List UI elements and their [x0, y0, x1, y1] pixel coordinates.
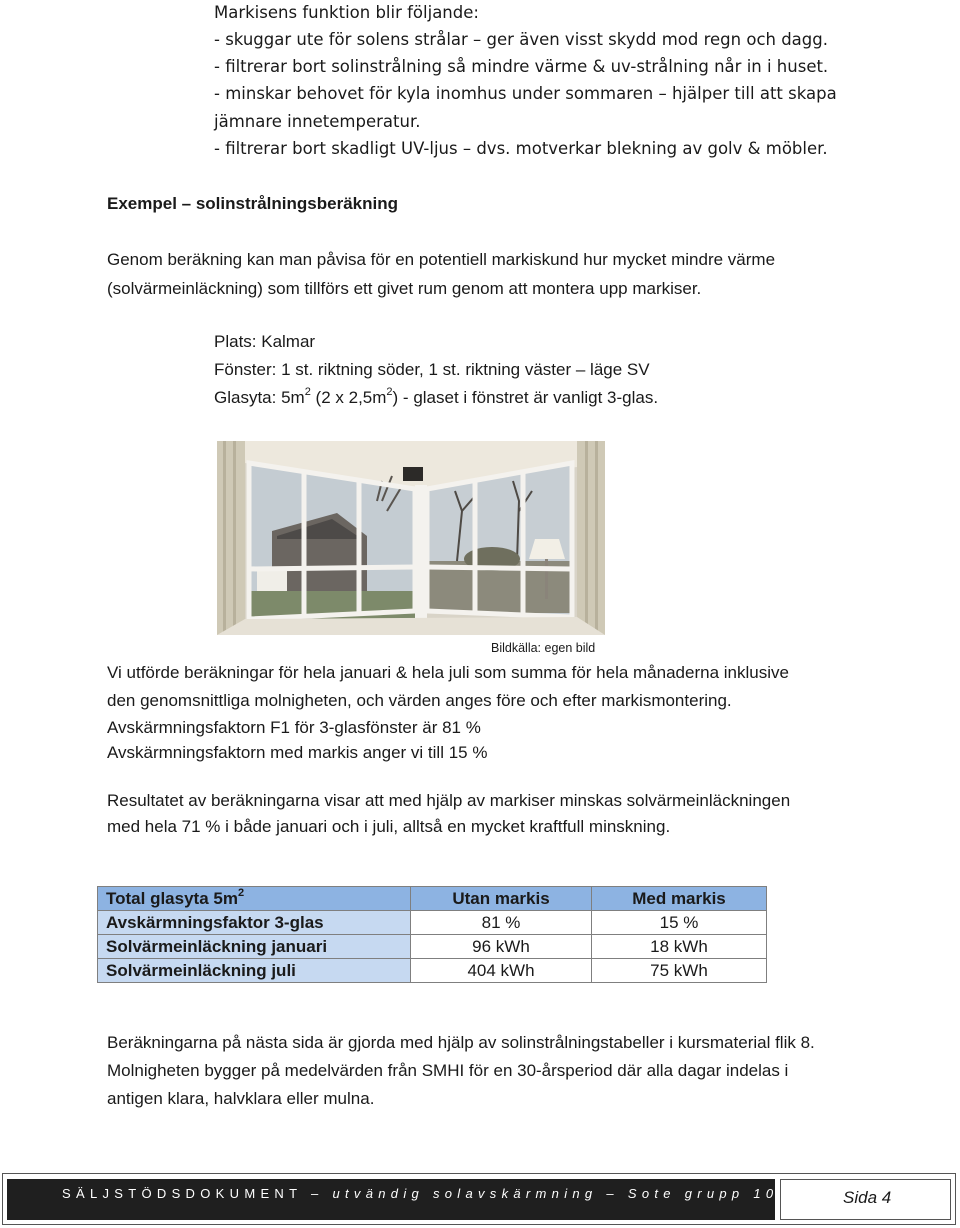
intro-line: (solvärmeinläckning) som tillförs ett givet rum genom att montera upp markiser. — [107, 279, 702, 298]
example-heading: Exempel – solinstrålningsberäkning — [107, 194, 398, 213]
table-row — [98, 911, 767, 935]
calc-line: Avskärmningsfaktorn F1 för 3-glasfönster är 81 % — [107, 718, 481, 737]
table-row — [98, 935, 767, 959]
row-with: 15 % — [591, 911, 766, 935]
note-line: Molnigheten bygger på medelvärden från SMHI för en 30-årsperiod där alla dagar indelas i — [107, 1061, 789, 1080]
table-header-without: Utan markis — [411, 887, 592, 911]
result-line: Resultatet av beräkningarna visar att med hjälp av markiser minskas solvärmeinläckningen — [107, 791, 791, 810]
photo-caption: Bildkälla: egen bild — [491, 641, 596, 655]
result-table — [97, 886, 767, 983]
row-label: Avskärmningsfaktor 3-glas — [98, 911, 411, 935]
row-label: Solvärmeinläckning juli — [98, 959, 411, 983]
note-line: antigen klara, halvklara eller mulna. — [107, 1089, 375, 1108]
table-header-with: Med markis — [591, 887, 766, 911]
calc-line: den genomsnittliga molnigheten, och värden anges före och efter markismontering. — [107, 691, 732, 710]
function-item: - skuggar ute för solens strålar – ger även visst skydd mod regn och dagg. — [214, 30, 828, 49]
place-text: Plats: Kalmar — [214, 332, 316, 351]
function-list-title: Markisens funktion blir följande: — [214, 3, 479, 22]
function-item: - filtrerar bort solinstrålning så mindre värme & uv-strålning når in i huset. — [214, 57, 829, 76]
table-row — [98, 959, 767, 983]
function-item: - minskar behovet för kyla inomhus under sommaren – hjälper till att skapa — [214, 84, 837, 103]
windows-text: Fönster: 1 st. riktning söder, 1 st. riktning väster – läge SV — [214, 360, 650, 379]
row-without: 81 % — [411, 911, 592, 935]
row-with: 18 kWh — [591, 935, 766, 959]
row-without: 404 kWh — [411, 959, 592, 983]
row-without: 96 kWh — [411, 935, 592, 959]
window-photo — [217, 441, 605, 635]
row-label: Solvärmeinläckning januari — [98, 935, 411, 959]
glass-area-text: Glasyta: $5m^2$ (2 x $2,5m^2$) - glaset i fönstret är vanligt 3-glas. — [214, 386, 659, 407]
function-item: jämnare innetemperatur. — [214, 112, 421, 131]
row-with: 75 kWh — [591, 959, 766, 983]
page-number: Sida 4 — [843, 1188, 892, 1207]
calc-line: Avskärmningsfaktorn med markis anger vi till 15 % — [107, 743, 488, 762]
table-header-row — [98, 887, 767, 911]
footer-title: SÄLJSTÖDSDOKUMENT – utvändig solavskärmning – Sote grupp 10 — [62, 1186, 779, 1201]
result-line: med hela 71 % i både januari och i juli, alltså en mycket kraftfull minskning. — [107, 817, 671, 836]
intro-line: Genom beräkning kan man påvisa för en potentiell markiskund hur mycket mindre värme — [107, 250, 776, 269]
function-item: - filtrerar bort skadligt UV-ljus – dvs. motverkar blekning av golv & möbler. — [214, 139, 828, 158]
note-line: Beräkningarna på nästa sida är gjorda med hjälp av solinstrålningstabeller i kursmaterial flik 8. — [107, 1033, 815, 1052]
calc-line: Vi utförde beräkningar för hela januari & hela juli som summa för hela månaderna inklusive — [107, 663, 789, 682]
table-header-label: Total glasyta $5m^2$ — [98, 887, 411, 911]
page-number-box — [780, 1179, 951, 1220]
